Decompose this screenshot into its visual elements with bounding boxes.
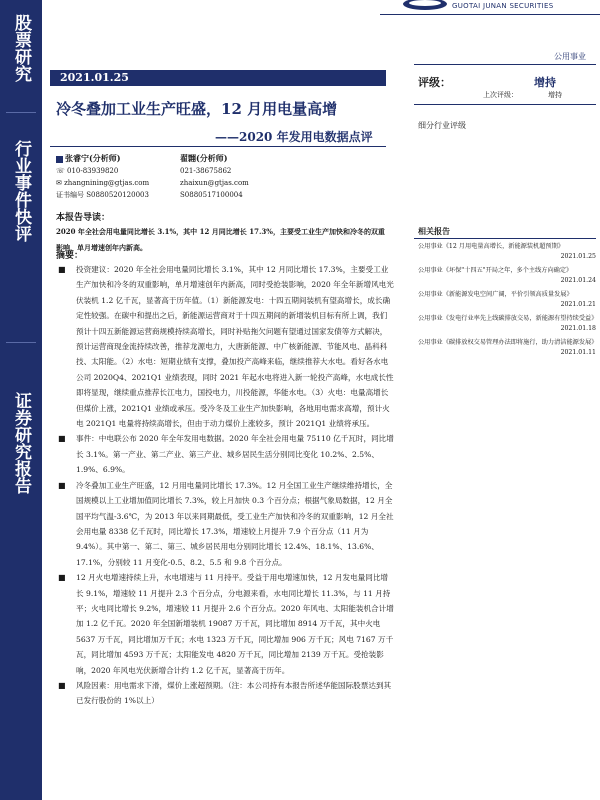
related-report-item[interactable] <box>418 290 596 310</box>
email-icon: ✉ <box>56 179 65 187</box>
sidebar-label-securities-report: 证券研究报告 <box>11 392 31 494</box>
related-divider <box>414 238 596 239</box>
industry-tag: 公用事业 <box>554 52 586 61</box>
related-report-date: 2021.01.24 <box>560 277 596 284</box>
analyst-email[interactable]: zhangnining@gtjas.com <box>64 179 150 187</box>
related-report-date: 2021.01.21 <box>560 301 596 308</box>
related-report-title[interactable]: 公用事业《12 月用电量高增长，新能源装机超预期》 <box>418 243 564 250</box>
summary-paragraph: ■ 12 月火电增速持续上升，水电增速与 11 月持平。受益于用电增速加快，12 月发电量同比增长 9.1%，增速较 11 月提升 2.3 个百分点，分电源来看，水电同比增长 11.3%，与 11 月持平；火电同比增长 9.2%，增速较 11 月提升 2.6 个百分点。2020 年风电、太阳能装机合计增加 1.2 亿千瓦。2020 年全国新增装机 19087 万千瓦，同比增加 8914 万千瓦，其中火电 5637 万千瓦，同比增加万千瓦；水电 1323 万千瓦，同比增加 906 万千瓦；风电 7167 万千瓦，同比增加 4593 万千瓦；太阳能发电 4820 万千瓦，同比增加 2139 万千瓦。受抢装影响，2020 年风电光伏新增合计约 1.2 亿千瓦，显著高于历年。 <box>56 570 394 678</box>
summary-paragraph: ■ 风险因素：用电需求下滑，煤价上涨超预期。（注：本公司持有本报告所述华能国际股票达到其已发行股份的 1%以上） <box>56 678 394 709</box>
rating-label: 评级： <box>418 76 451 89</box>
related-report-item[interactable] <box>418 242 596 262</box>
analyst-name: 张睿宁(分析师) <box>65 153 121 163</box>
intro-text: 2020 年全社会用电量同比增长 3.1%，其中 12 月同比增长 17.3%，主要受工业生产加快和冷冬的双重影响，单月增速创年内新高。 <box>56 227 385 252</box>
rating-value: 增持 <box>534 76 556 89</box>
related-reports-heading: 相关报告 <box>418 226 450 236</box>
cert-label: 证书编号 <box>56 191 84 199</box>
title-rule <box>50 146 386 147</box>
analyst-card <box>180 152 249 201</box>
analyst-cert: S0880517100004 <box>180 191 243 199</box>
summary-heading: 摘要： <box>56 251 84 261</box>
intro-heading: 本报告导读： <box>56 213 111 223</box>
sidebar-label-event-review: 行业事件快评 <box>11 140 31 242</box>
related-report-item[interactable] <box>418 314 596 334</box>
analyst-name: 翟翾(分析师) <box>180 153 228 163</box>
related-report-date: 2021.01.18 <box>560 325 596 332</box>
analyst-phone: 021-38675862 <box>180 167 232 175</box>
summary-paragraph: ■ 事件：中电联公布 2020 年全年发用电数据。2020 年全社会用电量 75110 亿千瓦时，同比增长 3.1%。第一产业、第二产业、第三产业、城乡居民生活分别同比变化 10.2%、2.5%、1.9%、6.9%。 <box>56 431 394 477</box>
analyst-card <box>56 152 149 201</box>
related-report-item[interactable] <box>418 338 596 358</box>
left-sidebar <box>0 0 42 800</box>
summary-paragraph: ■ 投资建议：2020 年全社会用电量同比增长 3.1%，其中 12 月同比增长 17.3%，主要受工业生产加快和冷冬的双重影响，单月增速创年内新高，同时受抢装影响，2020 年全年新增风电光伏装机 1.2 亿千瓦，显著高于历年值。（1）新能源发电：十四五期间装机有望高增长，成长确定性较强。在碳中和提出之后，新能源运营商对于十四五期间的新增装机目标有所上调，我们预计十四五新能源运营商规模持续高增长，同时补贴拖欠问题有望通过国家发债等方式解决，预计运营商现金流持续改善，推荐龙源电力，大唐新能源、中广核新能源、节能风电、晶科科技、太阳能。（2）水电：短期业绩有支撑，叠加投产高峰来临，继续推荐大水电。看好各水电公司 2020Q4、2021Q1 业绩表现，同时 2021 年起水电将进入新一轮投产高峰，水电成长性即将显现，继续重点推荐长江电力，国投电力，川投能源，华能水电。（3）火电：电量高增长但煤价上涨，2021Q1 业绩或承压。受冷冬及工业生产加快影响，各地用电需求高增，预计火电 2021Q1 电量将持续高增长，但由于动力煤价上涨较多，预计 2021Q1 业绩将承压。 <box>56 262 394 431</box>
report-date: 2021.01.25 <box>60 71 129 84</box>
sidebar-label-stock-research: 股票研究 <box>11 14 31 82</box>
report-title: 冷冬叠加工业生产旺盛，12 月用电量高增 <box>56 100 338 118</box>
previous-rating-label: 上次评级： <box>483 91 518 99</box>
sidebar-divider <box>6 342 36 343</box>
header-divider <box>414 64 596 65</box>
related-report-title[interactable]: 公用事业《碳排放权交易管理办法即将施行，助力清洁能源发展》 <box>418 339 598 346</box>
related-report-title[interactable]: 公用事业《坏保"十四五"开局之年，多个主线方向确定》 <box>418 267 573 274</box>
previous-rating-value: 增持 <box>548 91 562 99</box>
gtja-logo-icon <box>400 0 450 12</box>
analyst-cert: S0880520120003 <box>86 191 149 199</box>
report-subtitle: ——2020 年发用电数据点评 <box>215 130 373 144</box>
brand-name: GUOTAI JUNAN SECURITIES <box>452 2 554 10</box>
summary-body <box>56 262 394 709</box>
related-report-item[interactable] <box>418 266 596 286</box>
related-reports-list <box>418 242 596 362</box>
avatar <box>56 156 63 163</box>
sub-industry-rating: 细分行业评级 <box>418 121 466 130</box>
rating-divider <box>414 104 596 105</box>
summary-paragraph: ■ 冷冬叠加工业生产旺盛，12 月用电量同比增长 17.3%。12 月全国工业生产继续维持增长，全国规模以上工业增加值同比增长 7.3%，较上月加快 0.3 个百分点；根据气象局数据，12 月全国平均气温-3.6℃，为 2013 年以来同期最低，受工业生产加快和冷冬的双重影响，12 月全社会用电量 8338 亿千瓦时，同比增长 17.3%，增速较上月提升 7.9 个百分点（11 月为 9.4%）。其中第一、第二、第三、城乡居民用电分别同比增长 12.4%、18.1%、13.6%、17.1%，分别较 11 月变化-0.5、8.2、5.5 和 9.8 个百分点。 <box>56 478 394 570</box>
phone-icon: ☏ <box>56 167 67 175</box>
related-report-title[interactable]: 公用事业《发电行业率先上线碳排放交易，新能源有望持续受益》 <box>418 315 598 322</box>
analyst-phone: 010-83939820 <box>66 167 119 175</box>
sidebar-divider <box>6 112 36 113</box>
analyst-email[interactable]: zhaixun@gtjas.com <box>180 179 249 187</box>
related-report-date: 2021.01.11 <box>560 349 596 356</box>
related-report-date: 2021.01.25 <box>560 253 596 260</box>
related-report-title[interactable]: 公用事业《新能源发电空间广阔，平价引领高质量发展》 <box>418 291 573 298</box>
